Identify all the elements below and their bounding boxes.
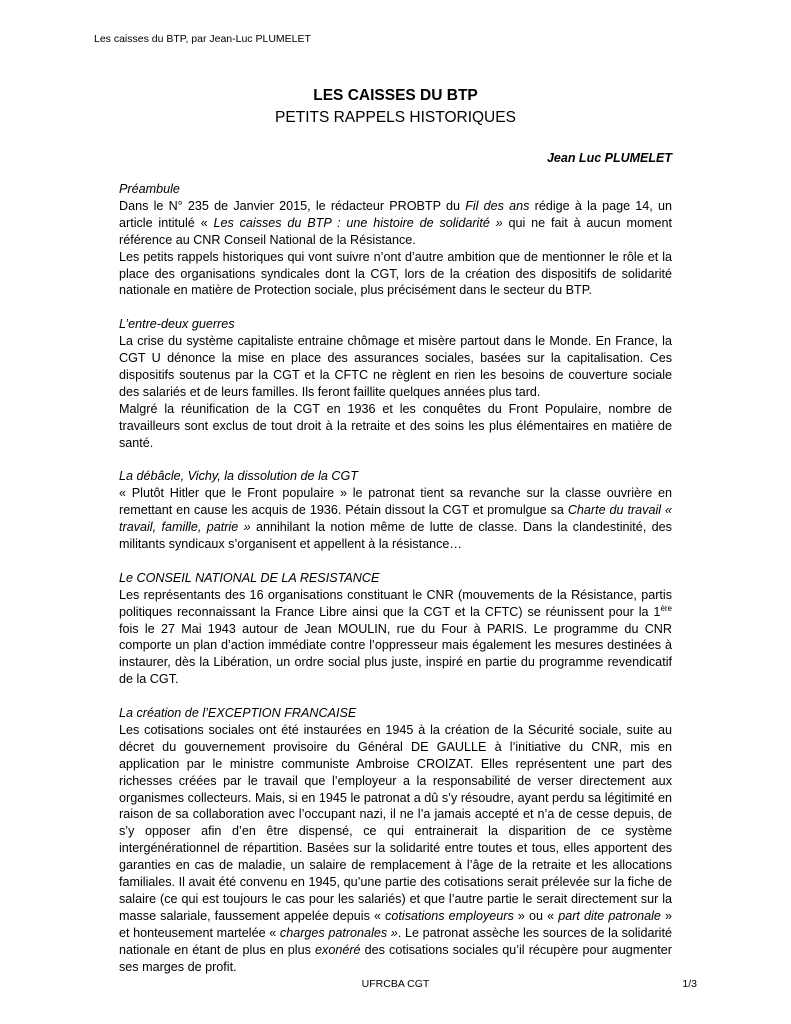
- italic-text: Charte du travail « travail, famille, patrie »: [119, 503, 672, 535]
- section-heading: L’entre-deux guerres: [119, 317, 235, 332]
- footer-label: UFRCBA CGT: [361, 978, 430, 990]
- text-run: » ou «: [513, 908, 559, 923]
- running-header: Les caisses du BTP, par Jean-Luc PLUMELET: [94, 33, 311, 45]
- page-number: 1/3: [682, 978, 697, 990]
- italic-text: Les caisses du BTP : une histoire de solidarité »: [213, 215, 503, 230]
- text-run: fois le 27 Mai 1943 autour de Jean MOULIN, rue du Four à PARIS. Le programme du CNR comporte un plan d’action immédiate contre l’oppresseur mais également les mesures destinées à instaurer, dès la Libération, un ordre social plus juste, inspiré en partie du programme revendicatif de la CGT.: [119, 621, 672, 687]
- section-cnr: [119, 570, 672, 688]
- paragraph: Malgré la réunification de la CGT en 1936 et les conquêtes du Front Populaire, nombre de travailleurs sont exclus de tout droit à la retraite et des soins les plus élémentaires en matière de santé.: [119, 401, 672, 450]
- paragraph: [119, 722, 672, 976]
- italic-text: Fil des ans: [465, 198, 530, 213]
- section-exception-francaise: [119, 705, 672, 976]
- section-heading: Le CONSEIL NATIONAL DE LA RESISTANCE: [119, 570, 380, 585]
- italic-text: part dite patronale: [558, 908, 661, 923]
- title-main: LES CAISSES DU BTP: [313, 87, 478, 104]
- section-heading: Préambule: [119, 182, 180, 196]
- paragraph: Les petits rappels historiques qui vont suivre n’ont d’autre ambition que de mentionner le rôle et la place des organisations syndicales dont la CGT, lors de la création des dispositifs de solidarité nationale en matière de Protection sociale, plus précisément dans le secteur du BTP.: [119, 249, 672, 298]
- paragraph: [119, 198, 672, 249]
- section-entre-deux-guerres: [119, 316, 672, 451]
- document-title: [0, 86, 791, 128]
- text-run: Les représentants des 16 organisations constituant le CNR (mouvements de la Résistance, partis politiques reconnaissant la France Libre ainsi que la CGT et la CFTC) se réunissent pour la 1: [119, 587, 672, 619]
- paragraph: [119, 485, 672, 553]
- text-run: . Le patronat assèche les sources de la solidarité nationale en étant de plus en plus: [119, 925, 672, 957]
- title-subtitle: PETITS RAPPELS HISTORIQUES: [275, 109, 516, 126]
- paragraph: La crise du système capitaliste entraine chômage et misère partout dans le Monde. En France, la CGT U dénonce la mise en place des assurances sociales, basées sur la capitalisation. Ces dispositifs soutenus par la CGT et la CFTC ne règlent en rien les besoins de couverture sociale des salariés et de leurs familles. Ils feront faillite quelques années plus tard.: [119, 334, 672, 399]
- paragraph: [119, 587, 672, 688]
- text-run: Dans le N° 235 de Janvier 2015, le rédacteur PROBTP du: [119, 198, 466, 213]
- text-run: annihilant la notion même de lutte de classe. Dans la clandestinité, des militants syndicaux s’organisent et appellent à la résistance…: [119, 520, 672, 551]
- text-run: qui ne fait à aucun moment référence au CNR Conseil National de la Résistance.: [119, 215, 673, 247]
- section-heading: La débâcle, Vichy, la dissolution de la CGT: [119, 469, 358, 484]
- text-run: des cotisations sociales qu’il récupère pour augmenter ses marges de profit.: [119, 942, 672, 974]
- text-run: Les cotisations sociales ont été instaurées en 1945 à la création de la Sécurité sociale, suite au décret du gouvernement provisoire du Général DE GAULLE à l’initiative du CNR, mis en application par le ministre communiste Ambroise CROIZAT. Elles représentent une part des richesses créées par le travail que l’employeur a la responsabilité de verser directement aux organismes collecteurs. Mais, si en 1945 le patronat a dû s’y résoudre, ayant perdu sa légitimité en raison de sa collaboration avec l’occupant nazi, il ne l’a jamais accepté et n’a de cesse depuis, de s’y opposer afin d’en être dispensé, ce qui entrainerait la disparition de ce système intergénérationnel de répartition. Basées sur la solidarité entre toutes et tous, elles apportent des garanties en cas de maladie, un salaire de remplacement à l’âge de la retraite et les allocations familiales. Il avait été convenu en 1945, qu’une partie des cotisations serait prélevée sur la fiche de salaire (ce qui est toujours le cas pour les salariés) et que l’autre partie le serait directement sur la masse salariale, faussement appelée depuis «: [119, 722, 672, 923]
- text-run: » et honteusement martelée «: [119, 908, 673, 940]
- text-run: « Plutôt Hitler que le Front populaire » le patronat tient sa revanche sur la classe ouvrière en remettant en cause les acquis de 1936. Pétain dissout la CGT et promulgue sa: [119, 486, 672, 518]
- italic-text: charges patronales »: [279, 925, 398, 940]
- section-preambule: [119, 181, 672, 299]
- section-heading: La création de l’EXCEPTION FRANCAISE: [119, 706, 357, 721]
- section-debacle: [119, 468, 672, 553]
- text-run: rédige à la page 14, un article intitulé «: [119, 198, 672, 230]
- italic-text: cotisations employeurs: [385, 908, 514, 923]
- italic-text: exonéré: [315, 942, 361, 957]
- superscript: ère: [660, 603, 672, 613]
- author-name: Jean Luc PLUMELET: [546, 151, 672, 165]
- document-body: [119, 181, 672, 992]
